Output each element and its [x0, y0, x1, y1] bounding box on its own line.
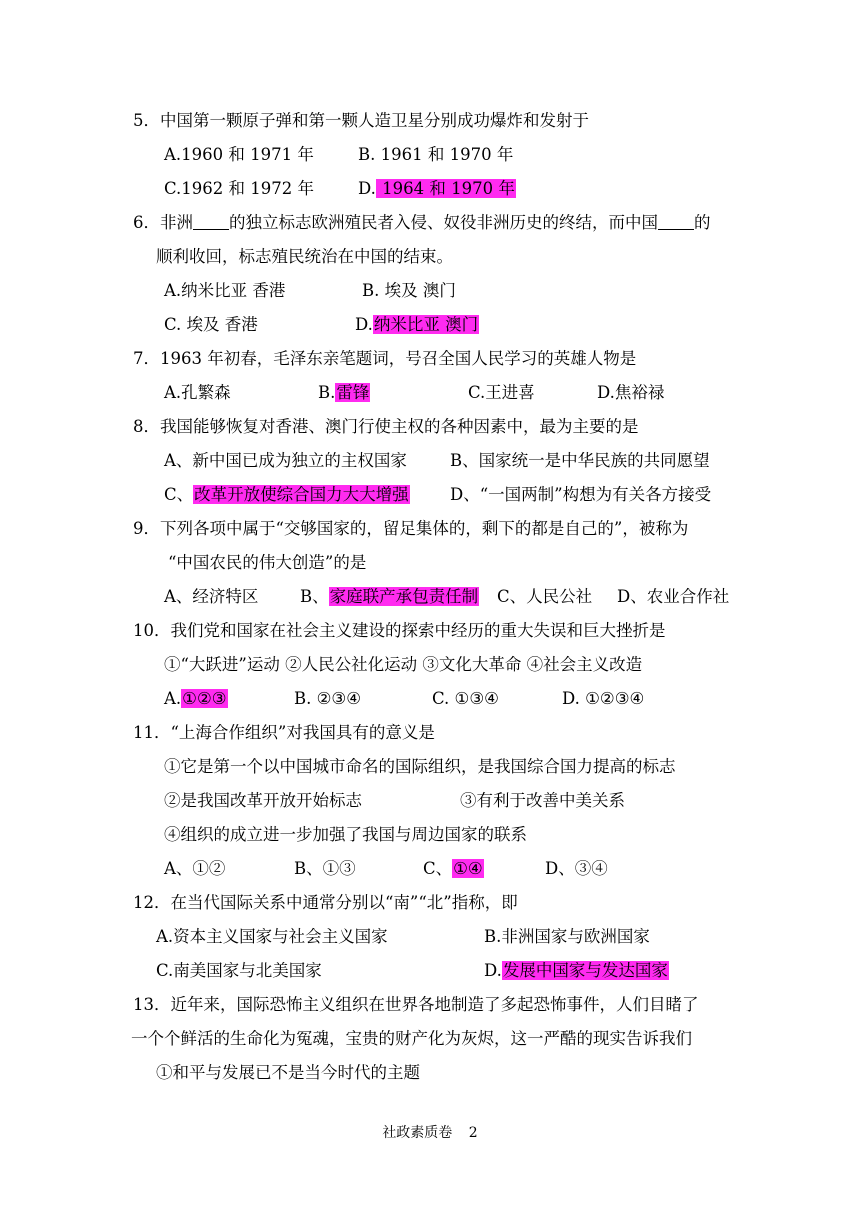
option-c: C、人民公社 — [497, 587, 593, 606]
option-d: D、农业合作社 — [617, 587, 730, 606]
statement: ①它是第一个以中国城市命名的国际组织，是我国综合国力提高的标志 — [164, 757, 676, 776]
page-number: 2 — [468, 1125, 478, 1141]
question-text: 11．“上海合作组织”对我国具有的意义是 — [133, 723, 435, 742]
option-letter: D. — [358, 179, 376, 198]
option-letter: A. — [164, 689, 182, 708]
option-d — [484, 954, 669, 988]
statement-list: ①“大跃进”运动 ②人民公社化运动 ③文化大革命 ④社会主义改造 — [164, 655, 643, 674]
question-13 — [133, 988, 699, 1022]
answer-highlight: 改革开放使综合国力大大增强 — [194, 485, 409, 504]
question-text: 的独立标志欧洲殖民者入侵、奴役非洲历史的终结，而中国 — [229, 213, 658, 232]
statement: ④组织的成立进一步加强了我国与周边国家的联系 — [164, 825, 527, 844]
answer-highlight: 发展中国家与发达国家 — [502, 961, 668, 980]
statement: ①和平与发展已不是当今时代的主题 — [156, 1063, 420, 1082]
option-letter: C、 — [423, 859, 453, 878]
option-b: B. 1961 和 1970 年 — [358, 145, 514, 164]
question-5 — [133, 104, 589, 138]
option-d: D.焦裕禄 — [597, 383, 665, 402]
option-b — [318, 376, 370, 410]
question-text: “中国农民的伟大创造”的是 — [168, 553, 367, 572]
question-12 — [133, 886, 518, 920]
question-9-continued — [168, 546, 366, 580]
question-text: 12．在当代国际关系中通常分别以“南”“北”指称，即 — [133, 893, 518, 912]
question-11-item-1 — [164, 750, 676, 784]
question-7 — [133, 342, 636, 376]
option-letter: B. — [318, 383, 336, 402]
option-b: B、①③ — [294, 859, 356, 878]
question-text: 顺利收回，标志殖民统治在中国的结束。 — [156, 247, 453, 266]
question-text: 5．中国第一颗原子弹和第一颗人造卫星分别成功爆炸和发射于 — [133, 111, 589, 130]
option-letter: B、 — [300, 587, 329, 606]
answer-highlight: 纳米比亚 澳门 — [373, 315, 479, 334]
answer-highlight: 1964 和 1970 年 — [376, 179, 515, 198]
option-letter: D. — [355, 315, 373, 334]
option-b — [300, 580, 479, 614]
answer-highlight: ①②③ — [182, 689, 227, 708]
fill-blank — [658, 209, 694, 230]
option-b: B. 埃及 澳门 — [362, 281, 456, 300]
option-c — [164, 478, 410, 512]
statement: ③有利于改善中美关系 — [460, 791, 625, 810]
question-text: 的 — [694, 213, 711, 232]
answer-highlight: ①④ — [453, 859, 483, 878]
option-d: D、③④ — [545, 859, 608, 878]
question-11-item-4 — [164, 818, 527, 852]
question-6-continued — [156, 240, 453, 274]
option-b: B.非洲国家与欧洲国家 — [484, 927, 650, 946]
option-c: C.1962 和 1972 年 — [164, 179, 314, 198]
question-8 — [133, 410, 639, 444]
question-9 — [133, 512, 688, 546]
question-text: 13．近年来，国际恐怖主义组织在世界各地制造了多起恐怖事件，人们目睹了 — [133, 995, 699, 1014]
fill-blank — [193, 209, 229, 230]
option-letter: C、 — [164, 485, 194, 504]
option-d — [355, 308, 479, 342]
question-10-items — [164, 648, 642, 682]
option-a: A、新中国已成为独立的主权国家 — [164, 451, 407, 470]
option-b: B、国家统一是中华民族的共同愿望 — [450, 451, 710, 470]
question-text: 9．下列各项中属于“交够国家的，留足集体的，剩下的都是自己的”，被称为 — [133, 519, 689, 538]
answer-highlight: 雷锋 — [336, 383, 370, 402]
question-text: 10．我们党和国家在社会主义建设的探索中经历的重大失误和巨大挫折是 — [133, 621, 666, 640]
option-d: D、“一国两制”构想为有关各方接受 — [450, 485, 712, 504]
option-c: C. ①③④ — [432, 689, 499, 708]
page-footer — [0, 1122, 860, 1142]
option-a: A.纳米比亚 香港 — [164, 281, 286, 300]
option-a: A.资本主义国家与社会主义国家 — [156, 927, 388, 946]
option-a: A.孔繁森 — [164, 383, 231, 402]
answer-highlight: 家庭联产承包责任制 — [329, 587, 479, 606]
question-text: 8．我国能够恢复对香港、澳门行使主权的各种因素中，最为主要的是 — [133, 417, 639, 436]
question-13-continued — [131, 1022, 692, 1056]
option-a: A、①② — [164, 859, 226, 878]
option-a: A、经济特区 — [164, 587, 259, 606]
question-text: 一个个鲜活的生命化为冤魂，宝贵的财产化为灰烬，这一严酷的现实告诉我们 — [131, 1029, 692, 1048]
question-text: 6．非洲 — [133, 213, 193, 232]
question-11 — [133, 716, 435, 750]
option-c: C.南美国家与北美国家 — [156, 961, 322, 980]
option-b: B. ②③④ — [294, 689, 361, 708]
option-c — [423, 852, 484, 886]
option-c: C. 埃及 香港 — [164, 315, 258, 334]
option-c: C.王进喜 — [468, 383, 535, 402]
option-a — [164, 682, 228, 716]
option-d: D. ①②③④ — [562, 689, 645, 708]
footer-title: 社政素质卷 — [382, 1125, 453, 1141]
question-13-item-1 — [156, 1056, 420, 1090]
statement: ②是我国改革开放开始标志 — [164, 791, 362, 810]
question-6 — [133, 206, 711, 240]
option-letter: D. — [484, 961, 502, 980]
option-a: A.1960 和 1971 年 — [164, 145, 314, 164]
question-text: 7．1963 年初春，毛泽东亲笔题词，号召全国人民学习的英雄人物是 — [133, 349, 637, 368]
option-d — [358, 172, 516, 206]
question-10 — [133, 614, 666, 648]
